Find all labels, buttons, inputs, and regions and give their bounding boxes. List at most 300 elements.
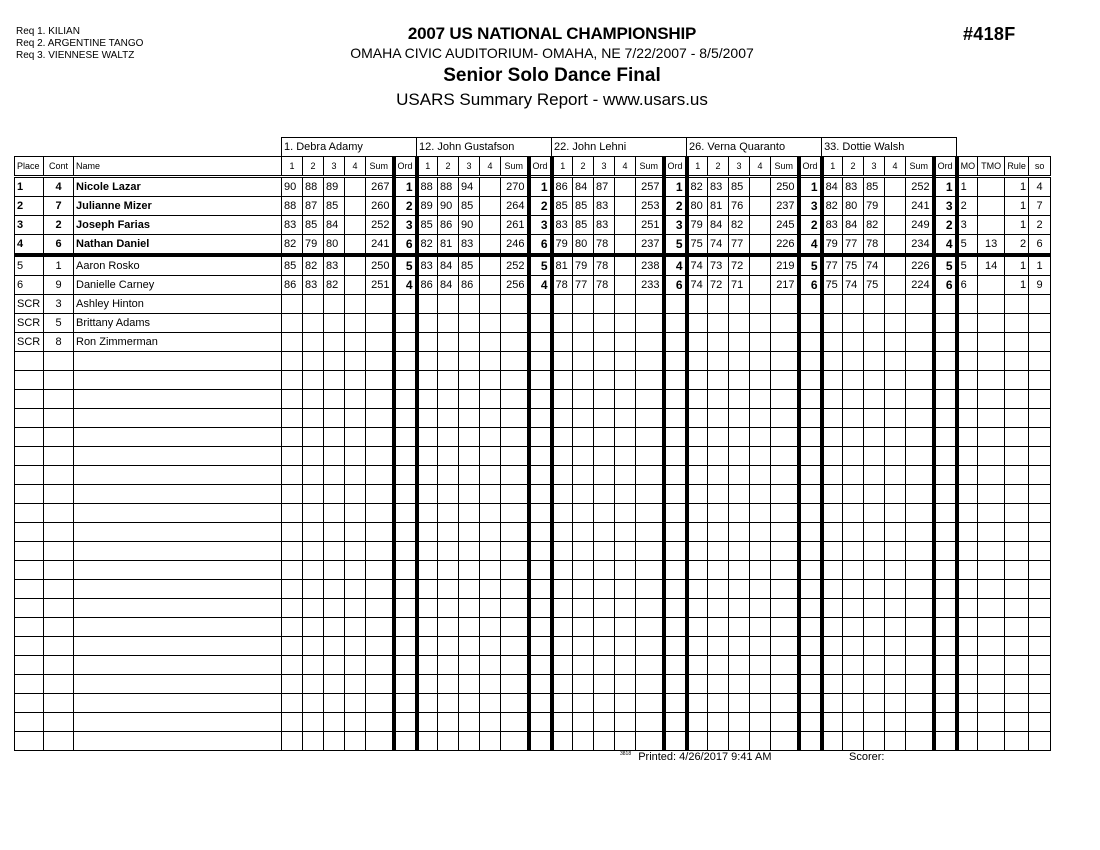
place-cell (15, 694, 44, 713)
judge-score (771, 713, 799, 732)
place-cell (15, 618, 44, 637)
judge-score (459, 295, 480, 314)
judge-score (573, 504, 594, 523)
judge-score (615, 523, 636, 542)
summary-cell (978, 390, 1005, 409)
judge-ordinal: 2 (799, 216, 822, 235)
judge-score (394, 428, 417, 447)
judge-score (366, 504, 394, 523)
judge-score (843, 333, 864, 352)
judge-score (822, 675, 843, 694)
summary-cell (957, 523, 978, 542)
judge-score (573, 447, 594, 466)
header-judge4-col-sum: Sum (771, 157, 799, 177)
judge-score (822, 656, 843, 675)
place-cell (15, 713, 44, 732)
judge-score (552, 295, 573, 314)
judge-score (459, 504, 480, 523)
judge-score (345, 675, 366, 694)
judge-score (594, 466, 615, 485)
judge-score: 90 (438, 197, 459, 216)
judge-ordinal: 1 (799, 177, 822, 197)
summary-cell (1005, 637, 1029, 656)
judge-score (282, 694, 303, 713)
judge-score (573, 295, 594, 314)
judge-score (664, 371, 687, 390)
summary-cell (1029, 656, 1051, 675)
judge-score (636, 599, 664, 618)
judge-score (664, 352, 687, 371)
skater-name (74, 542, 282, 561)
judge-score (345, 390, 366, 409)
judge-score (394, 390, 417, 409)
judge-score (750, 371, 771, 390)
judge-score: 74 (687, 255, 708, 276)
judge-score (615, 235, 636, 256)
judge-score (303, 333, 324, 352)
judge-score: 77 (573, 276, 594, 295)
skater-name (74, 599, 282, 618)
judge-score (324, 637, 345, 656)
judge-score (843, 599, 864, 618)
judge-score (282, 523, 303, 542)
judge-score: 90 (459, 216, 480, 235)
judge-score (366, 409, 394, 428)
summary-so: 7 (1029, 197, 1051, 216)
judge-score: 90 (282, 177, 303, 197)
judge-ordinal (664, 295, 687, 314)
judge-sum (771, 333, 799, 352)
judge-score (501, 447, 529, 466)
judge-score (822, 371, 843, 390)
judge-score (594, 409, 615, 428)
header-place: Place (15, 157, 44, 177)
judge-score (529, 580, 552, 599)
header-mo: MO (957, 157, 978, 177)
judge-sum (501, 333, 529, 352)
judge-ordinal (799, 314, 822, 333)
judge-score (843, 295, 864, 314)
skater-name (74, 618, 282, 637)
judge-score (708, 314, 729, 333)
judge-score (885, 177, 906, 197)
judge-score (687, 295, 708, 314)
judge-score (324, 371, 345, 390)
judge-score: 79 (822, 235, 843, 256)
summary-cell (978, 542, 1005, 561)
judge-ordinal: 2 (934, 216, 957, 235)
judge-score (729, 523, 750, 542)
judge-score (366, 466, 394, 485)
judge-score (394, 694, 417, 713)
skater-name (74, 561, 282, 580)
judge-name-2: 12. John Gustafson (417, 138, 552, 157)
judge-score (480, 255, 501, 276)
judge-score (885, 713, 906, 732)
judge-score (345, 599, 366, 618)
judge-score (615, 637, 636, 656)
summary-cell (957, 466, 978, 485)
judge-score (529, 447, 552, 466)
judge-header-spacer-right (957, 138, 1051, 157)
judge-score (799, 428, 822, 447)
judge-score (885, 580, 906, 599)
judge-sum: 226 (771, 235, 799, 256)
summary-so (1029, 333, 1051, 352)
cont-cell (44, 637, 74, 656)
judge-score (864, 542, 885, 561)
empty-row (15, 732, 1051, 751)
judge-sum: 241 (906, 197, 934, 216)
judge-score (480, 428, 501, 447)
judge-score: 82 (282, 235, 303, 256)
cont-cell (44, 675, 74, 694)
summary-cell (957, 352, 978, 371)
judge-score (750, 637, 771, 656)
judge-score (282, 713, 303, 732)
judge-score (303, 314, 324, 333)
judge-score (664, 694, 687, 713)
judge-score (324, 466, 345, 485)
judge-score: 75 (687, 235, 708, 256)
judge-score (934, 618, 957, 637)
judge-score (303, 447, 324, 466)
judge-score (552, 656, 573, 675)
summary-tmo (978, 314, 1005, 333)
judge-score (750, 523, 771, 542)
judge-score (864, 390, 885, 409)
judge-score (303, 504, 324, 523)
judge-score (529, 561, 552, 580)
judge-score (687, 485, 708, 504)
summary-cell (978, 580, 1005, 599)
judge-score (771, 732, 799, 751)
judge-score (594, 333, 615, 352)
judge-score (303, 466, 324, 485)
judge-score (529, 599, 552, 618)
summary-cell (978, 561, 1005, 580)
summary-so (1029, 314, 1051, 333)
judge-score (417, 409, 438, 428)
result-row (15, 276, 1051, 295)
judge-score (750, 197, 771, 216)
footer-printed (620, 751, 772, 763)
judge-score (822, 561, 843, 580)
summary-cell (1005, 618, 1029, 637)
judge-score (615, 694, 636, 713)
judge-score: 84 (438, 276, 459, 295)
summary-cell (1029, 409, 1051, 428)
judge-score (708, 561, 729, 580)
judge-score (750, 504, 771, 523)
judge-score: 85 (417, 216, 438, 235)
judge-ordinal: 2 (664, 197, 687, 216)
summary-cell (957, 713, 978, 732)
judge-score (729, 295, 750, 314)
judge-score: 85 (729, 177, 750, 197)
cont-cell (44, 447, 74, 466)
judge-score (843, 656, 864, 675)
summary-cell (1005, 523, 1029, 542)
cont-cell (44, 504, 74, 523)
championship-title: 2007 US NATIONAL CHAMPIONSHIP (407, 24, 697, 43)
cont-cell (44, 580, 74, 599)
judge-score (708, 371, 729, 390)
summary-cell (1029, 447, 1051, 466)
result-row (15, 197, 1051, 216)
judge-score (750, 409, 771, 428)
judge-sum: 246 (501, 235, 529, 256)
summary-cell (957, 485, 978, 504)
judge-sum: 253 (636, 197, 664, 216)
judge-sum: 257 (636, 177, 664, 197)
judge-score (708, 618, 729, 637)
judge-score (615, 466, 636, 485)
skater-name (74, 428, 282, 447)
judge-score (934, 352, 957, 371)
judge-score (687, 352, 708, 371)
judge-score: 88 (303, 177, 324, 197)
judge-score (594, 314, 615, 333)
judge-score: 73 (708, 255, 729, 276)
skater-name: Nicole Lazar (74, 177, 282, 197)
judge-ordinal: 1 (664, 177, 687, 197)
judge-score (799, 713, 822, 732)
skater-name (74, 637, 282, 656)
summary-so: 2 (1029, 216, 1051, 235)
judge-score (345, 409, 366, 428)
judge-score (687, 314, 708, 333)
judge-score (573, 390, 594, 409)
judge-score (864, 314, 885, 333)
place-cell (15, 504, 44, 523)
skater-name (74, 694, 282, 713)
judge-score (303, 371, 324, 390)
summary-tmo (978, 177, 1005, 197)
judge-score (529, 371, 552, 390)
judge-score (366, 694, 394, 713)
judge-score (822, 428, 843, 447)
judge-score: 78 (552, 276, 573, 295)
judge-score (552, 485, 573, 504)
judge-score (799, 618, 822, 637)
summary-cell (957, 390, 978, 409)
judge-score (687, 504, 708, 523)
summary-cell (978, 656, 1005, 675)
judge-score (906, 409, 934, 428)
cont-cell (44, 352, 74, 371)
judge-score (615, 177, 636, 197)
judge-score (708, 390, 729, 409)
judge-score: 74 (687, 276, 708, 295)
judge-score (573, 314, 594, 333)
judge-score (906, 732, 934, 751)
empty-row (15, 466, 1051, 485)
summary-cell (1005, 542, 1029, 561)
skater-name (74, 447, 282, 466)
judge-score: 78 (594, 276, 615, 295)
judge-score (664, 618, 687, 637)
judge-score (552, 599, 573, 618)
summary-cell (978, 466, 1005, 485)
header-judge3-col-1: 1 (552, 157, 573, 177)
judge-score (822, 580, 843, 599)
judge-score: 83 (594, 216, 615, 235)
judge-score (529, 428, 552, 447)
judge-score (594, 352, 615, 371)
judge-score (664, 675, 687, 694)
judge-score (417, 637, 438, 656)
judge-score (906, 447, 934, 466)
judge-score (864, 656, 885, 675)
judge-score (636, 637, 664, 656)
place-cell: 6 (15, 276, 44, 295)
judge-sum: 252 (501, 255, 529, 276)
judge-score (934, 713, 957, 732)
place-cell (15, 542, 44, 561)
judge-score (324, 618, 345, 637)
judge-score (843, 542, 864, 561)
judge-score (885, 276, 906, 295)
judge-score (324, 447, 345, 466)
judge-sum (906, 333, 934, 352)
judge-score: 84 (438, 255, 459, 276)
judge-score (594, 656, 615, 675)
judge-score (885, 637, 906, 656)
judge-score (438, 713, 459, 732)
judge-score: 83 (594, 197, 615, 216)
judge-score (799, 732, 822, 751)
cont-cell: 8 (44, 333, 74, 352)
judge-score (750, 390, 771, 409)
judge-score (687, 409, 708, 428)
summary-cell (1005, 580, 1029, 599)
header-judge2-col-4: 4 (480, 157, 501, 177)
summary-cell (1029, 561, 1051, 580)
summary-cell (978, 447, 1005, 466)
judge-score (864, 713, 885, 732)
result-row (15, 235, 1051, 256)
judge-score: 77 (729, 235, 750, 256)
judge-sum (366, 314, 394, 333)
judge-sum: 252 (906, 177, 934, 197)
summary-cell (1029, 504, 1051, 523)
judge-score: 85 (282, 255, 303, 276)
header-judge4-col-3: 3 (729, 157, 750, 177)
judge-sum: 256 (501, 276, 529, 295)
skater-name (74, 580, 282, 599)
judge-score (934, 580, 957, 599)
judge-score (366, 523, 394, 542)
judge-score (843, 675, 864, 694)
judge-ordinal: 3 (934, 197, 957, 216)
judge-score (664, 447, 687, 466)
judge-score (529, 352, 552, 371)
skater-name: Nathan Daniel (74, 235, 282, 256)
judge-score: 72 (729, 255, 750, 276)
judge-score (885, 561, 906, 580)
summary-cell (1005, 599, 1029, 618)
judge-score (906, 485, 934, 504)
judge-score (438, 333, 459, 352)
judge-score (282, 314, 303, 333)
empty-row (15, 523, 1051, 542)
judge-score (303, 637, 324, 656)
judge-score: 94 (459, 177, 480, 197)
cont-cell: 7 (44, 197, 74, 216)
skater-name (74, 409, 282, 428)
judge-score (771, 637, 799, 656)
summary-cell (957, 447, 978, 466)
requirement-3: Req 3. VIENNESE WALTZ (16, 50, 135, 61)
judge-score (501, 694, 529, 713)
judge-score (885, 447, 906, 466)
skater-name: Aaron Rosko (74, 255, 282, 276)
cont-cell (44, 561, 74, 580)
judge-score (906, 390, 934, 409)
judge-score (615, 409, 636, 428)
judge-score (636, 371, 664, 390)
judge-score (480, 371, 501, 390)
judge-score: 83 (282, 216, 303, 235)
judge-score (552, 409, 573, 428)
judge-score (282, 656, 303, 675)
judge-score (708, 542, 729, 561)
summary-cell (1005, 675, 1029, 694)
judge-score (324, 561, 345, 580)
judge-score (501, 732, 529, 751)
cont-cell (44, 713, 74, 732)
judge-score (438, 694, 459, 713)
judge-score (501, 504, 529, 523)
judge-score (615, 561, 636, 580)
judge-score (771, 409, 799, 428)
empty-row (15, 561, 1051, 580)
header-judge3-col-3: 3 (594, 157, 615, 177)
summary-rule (1005, 333, 1029, 352)
judge-score (459, 390, 480, 409)
judge-score (552, 314, 573, 333)
header-cont: Cont (44, 157, 74, 177)
judge-score (438, 295, 459, 314)
judge-score (843, 466, 864, 485)
judge-score (417, 466, 438, 485)
judge-score (324, 390, 345, 409)
summary-mo: 5 (957, 255, 978, 276)
empty-row (15, 542, 1051, 561)
judge-ordinal: 5 (934, 255, 957, 276)
judge-score (885, 235, 906, 256)
judge-score: 78 (594, 255, 615, 276)
judge-score (417, 732, 438, 751)
skater-name (74, 390, 282, 409)
judge-score (906, 561, 934, 580)
judge-score (594, 523, 615, 542)
judge-score (864, 618, 885, 637)
judge-ordinal: 6 (394, 235, 417, 256)
judge-score: 85 (864, 177, 885, 197)
cont-cell: 5 (44, 314, 74, 333)
judge-score (529, 523, 552, 542)
judge-score (324, 675, 345, 694)
judge-score (799, 599, 822, 618)
judge-score (501, 485, 529, 504)
judge-score (573, 409, 594, 428)
judge-score (480, 523, 501, 542)
judge-sum (906, 314, 934, 333)
judge-score (438, 580, 459, 599)
place-cell: 3 (15, 216, 44, 235)
